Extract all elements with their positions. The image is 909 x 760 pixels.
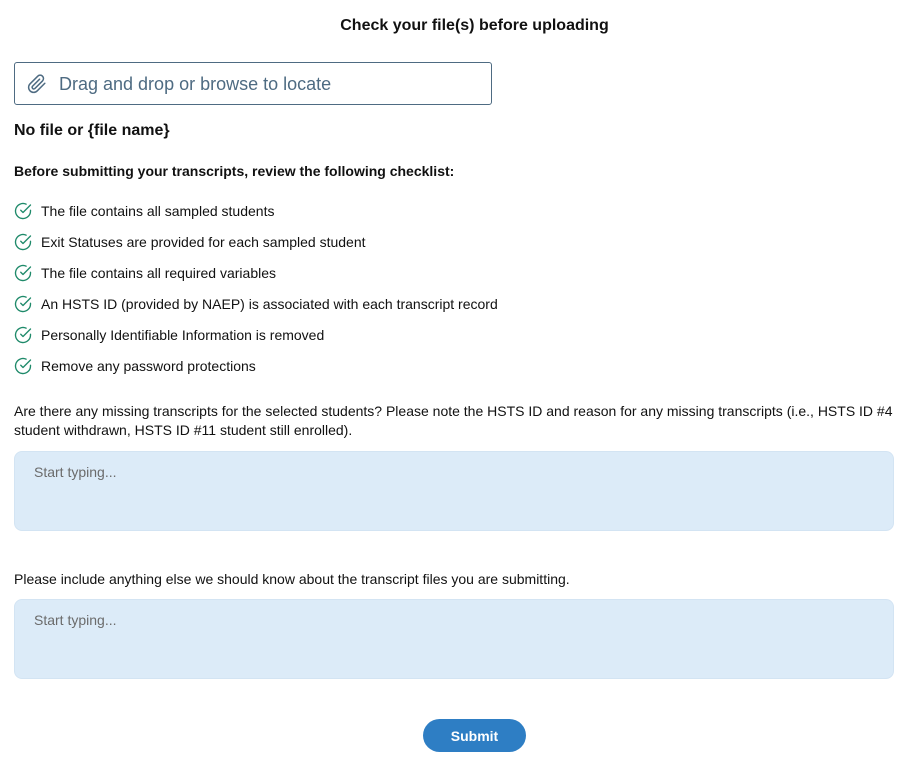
check-circle-icon <box>14 202 32 220</box>
check-circle-icon <box>14 326 32 344</box>
checklist-item-label: Exit Statuses are provided for each sampled student <box>41 234 366 250</box>
check-circle-icon <box>14 357 32 375</box>
dropzone-label: Drag and drop or browse to locate <box>59 73 332 94</box>
additional-info-question: Please include anything else we should know about the transcript files you are submitting. <box>14 571 570 587</box>
additional-info-textarea[interactable] <box>14 599 894 679</box>
file-dropzone[interactable] <box>14 62 492 105</box>
checklist-item-label: An HSTS ID (provided by NAEP) is associated with each transcript record <box>41 296 498 312</box>
checklist-item-label: Remove any password protections <box>41 358 256 374</box>
missing-transcripts-question: Are there any missing transcripts for the selected students? Please note the HSTS ID and reason for any missing transcripts (i.e., HSTS ID #4 student withdrawn, HSTS ID #11 student still enrolled). <box>14 403 893 438</box>
submit-button[interactable]: Submit <box>423 719 526 752</box>
checklist <box>14 202 498 388</box>
checklist-item <box>14 264 498 295</box>
check-circle-icon <box>14 295 32 313</box>
check-circle-icon <box>14 264 32 282</box>
checklist-item-label: The file contains all sampled students <box>41 203 275 219</box>
checklist-item <box>14 295 498 326</box>
missing-transcripts-textarea[interactable] <box>14 451 894 531</box>
checklist-item <box>14 202 498 233</box>
checklist-item <box>14 233 498 264</box>
checklist-heading: Before submitting your transcripts, review the following checklist: <box>14 163 455 179</box>
checklist-item <box>14 357 498 388</box>
check-circle-icon <box>14 233 32 251</box>
page-title: Check your file(s) before uploading <box>340 17 609 34</box>
selected-file-name: No file or {file name} <box>14 122 170 139</box>
checklist-item <box>14 326 498 357</box>
paperclip-icon <box>26 73 48 95</box>
checklist-item-label: Personally Identifiable Information is removed <box>41 327 325 343</box>
checklist-item-label: The file contains all required variables <box>41 265 277 281</box>
